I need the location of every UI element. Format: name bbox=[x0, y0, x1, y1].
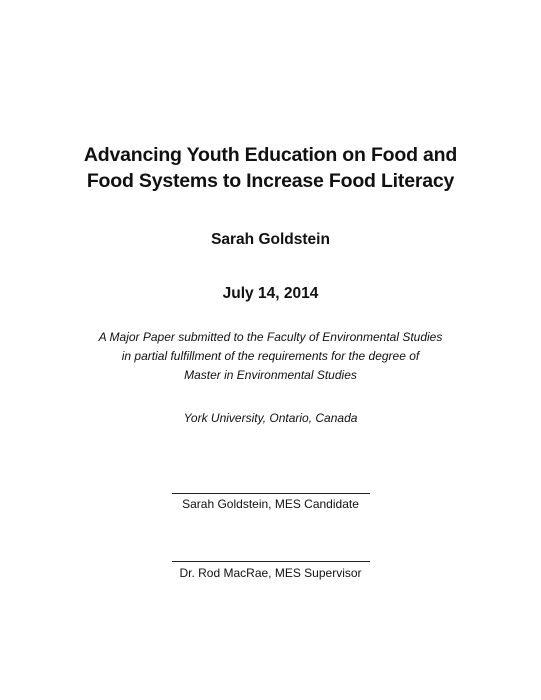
submission-line-1: A Major Paper submitted to the Faculty of Environmental Studies bbox=[98, 330, 443, 344]
candidate-signature-label: Sarah Goldstein, MES Candidate bbox=[182, 497, 359, 511]
paper-title-line-1: Advancing Youth Education on Food and bbox=[83, 144, 458, 166]
submission-line-3: Master in Environmental Studies bbox=[184, 368, 357, 382]
candidate-signature-line bbox=[172, 493, 370, 494]
paper-title-line-2: Food Systems to Increase Food Literacy bbox=[86, 170, 455, 192]
author-name: Sarah Goldstein bbox=[211, 231, 330, 248]
supervisor-signature-line bbox=[172, 561, 370, 562]
institution: York University, Ontario, Canada bbox=[183, 411, 358, 425]
submission-line-2: in partial fulfillment of the requirements for the degree of bbox=[121, 349, 420, 363]
paper-title bbox=[0, 142, 541, 194]
submission-statement bbox=[0, 328, 541, 385]
submission-date: July 14, 2014 bbox=[222, 285, 319, 302]
supervisor-signature-label: Dr. Rod MacRae, MES Supervisor bbox=[179, 566, 362, 580]
